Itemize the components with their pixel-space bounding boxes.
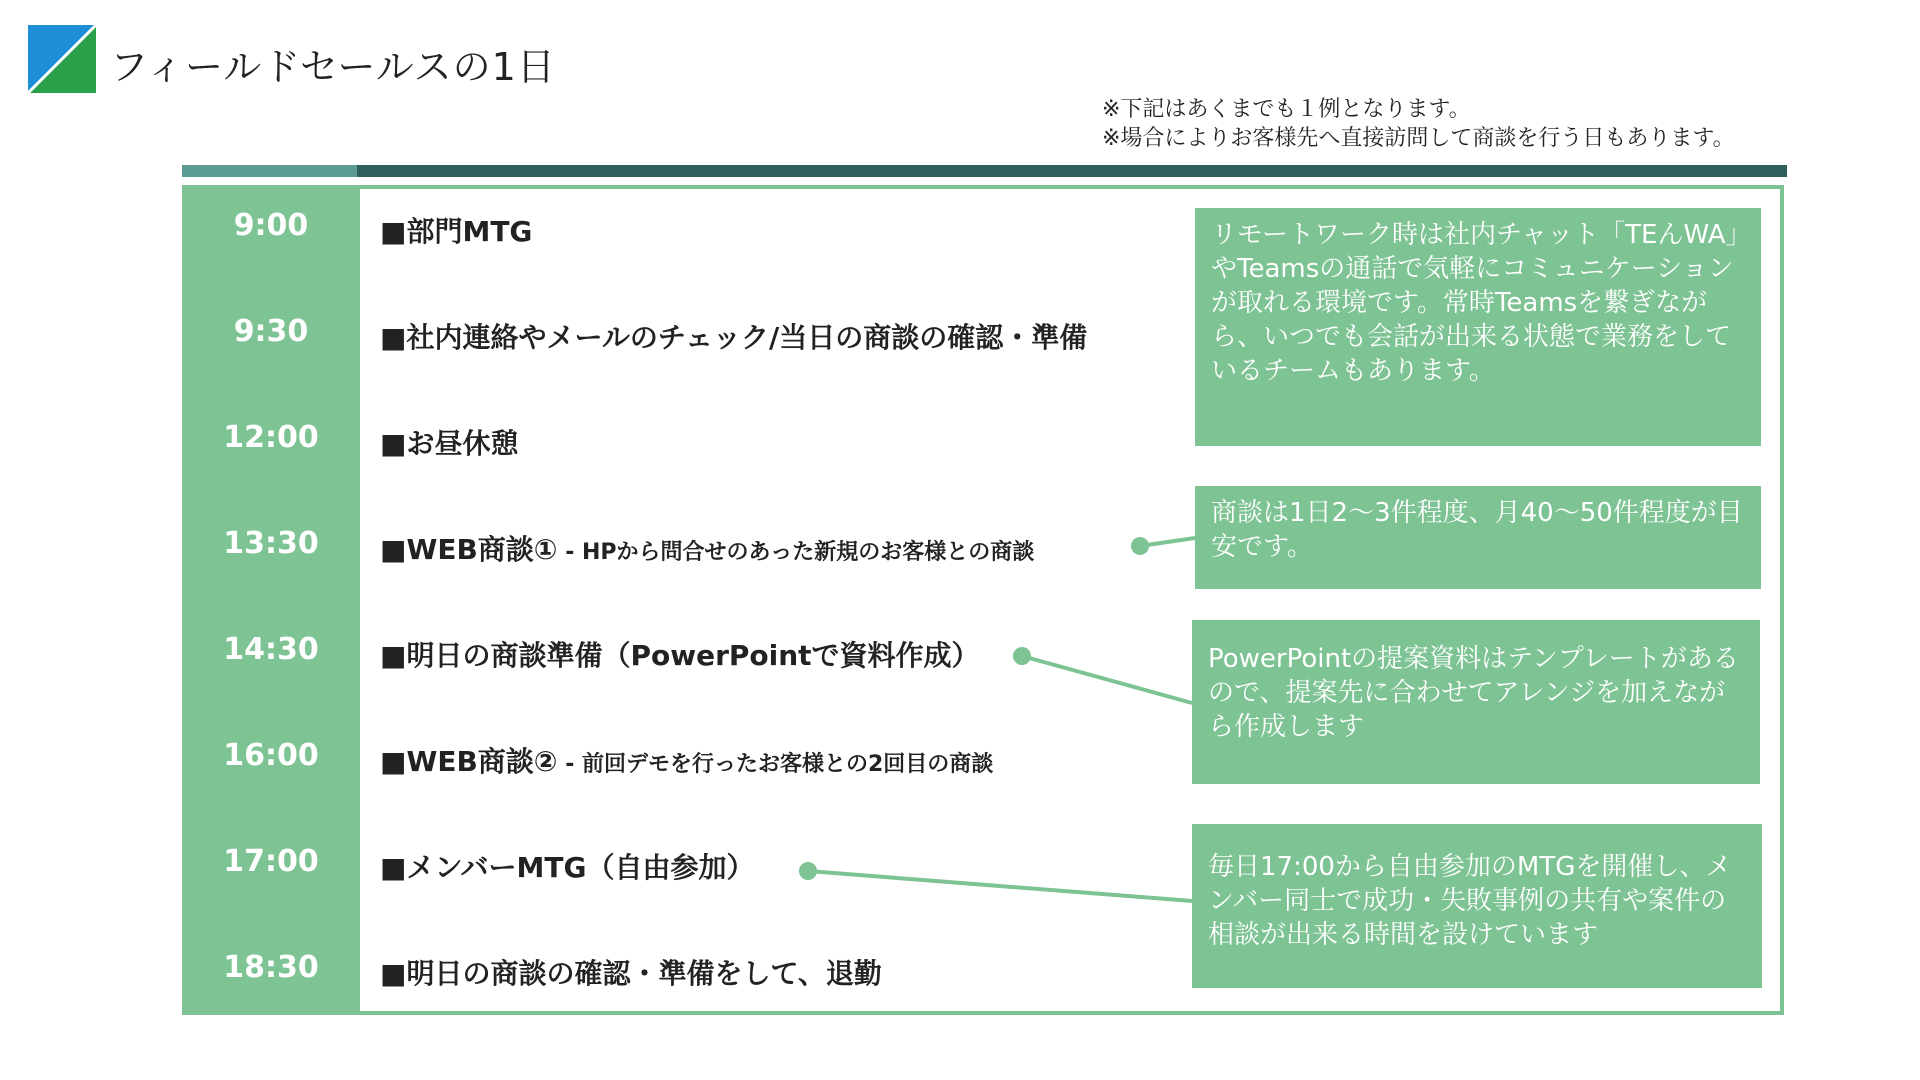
schedule-item	[380, 422, 518, 462]
callout-remote-work: リモートワーク時は社内チャット「TEんWA」やTeamsの通話で気軽にコミュニケーションが取れる環境です。常時Teamsを繋ぎながら、いつでも会話が出来る状態で業務をしているチームもあります。	[1195, 208, 1761, 446]
time-label: 14:30	[223, 632, 319, 667]
logo-triangle-icon	[28, 25, 96, 93]
header-divider-bar	[182, 165, 1787, 177]
schedule-item	[380, 740, 993, 780]
schedule-item	[380, 528, 1034, 568]
time-label: 9:30	[233, 314, 309, 349]
schedule-item-detail: - 前回デモを行ったお客様との2回目の商談	[557, 752, 994, 777]
schedule-item-label: ■明日の商談の確認・準備をして、退勤	[380, 957, 882, 990]
callout-powerpoint: PowerPointの提案資料はテンプレートがあるので、提案先に合わせてアレンジを加えながら作成します	[1192, 620, 1760, 784]
schedule-item	[380, 952, 882, 992]
time-label: 16:00	[223, 738, 319, 773]
schedule-item	[380, 210, 532, 250]
time-label: 17:00	[223, 844, 319, 879]
schedule-item-label: ■WEB商談②	[380, 745, 558, 778]
callout-meeting-volume: 商談は1日2〜3件程度、月40〜50件程度が目安です。	[1195, 486, 1761, 589]
schedule-item	[380, 316, 1087, 356]
time-label: 18:30	[223, 950, 319, 985]
header-divider-accent	[182, 165, 357, 177]
notes	[1102, 95, 1735, 153]
time-label: 12:00	[223, 420, 319, 455]
schedule-item-label: ■社内連絡やメールのチェック/当日の商談の確認・準備	[380, 321, 1088, 354]
callout-member-mtg: 毎日17:00から自由参加のMTGを開催し、メンバー同士で成功・失敗事例の共有や案件の相談が出来る時間を設けています	[1192, 824, 1762, 988]
schedule-item-detail: - HPから問合せのあった新規のお客様との商談	[557, 540, 1035, 565]
schedule-item-label: ■お昼休憩	[380, 427, 519, 460]
schedule-item	[380, 634, 980, 674]
note-line-1: ※下記はあくまでも１例となります。	[1102, 97, 1471, 122]
schedule-item-label: ■明日の商談準備（PowerPointで資料作成）	[380, 639, 980, 672]
schedule-item	[380, 846, 754, 886]
time-label: 9:00	[233, 208, 309, 243]
schedule-item-label: ■メンバーMTG（自由参加）	[380, 851, 755, 884]
page-title: フィールドセールスの1日	[110, 45, 556, 89]
schedule-item-label: ■WEB商談①	[380, 533, 558, 566]
schedule-item-label: ■部門MTG	[380, 215, 533, 248]
note-line-2: ※場合によりお客様先へ直接訪問して商談を行う日もあります。	[1102, 126, 1735, 151]
time-column	[182, 185, 360, 1015]
time-label: 13:30	[223, 526, 319, 561]
